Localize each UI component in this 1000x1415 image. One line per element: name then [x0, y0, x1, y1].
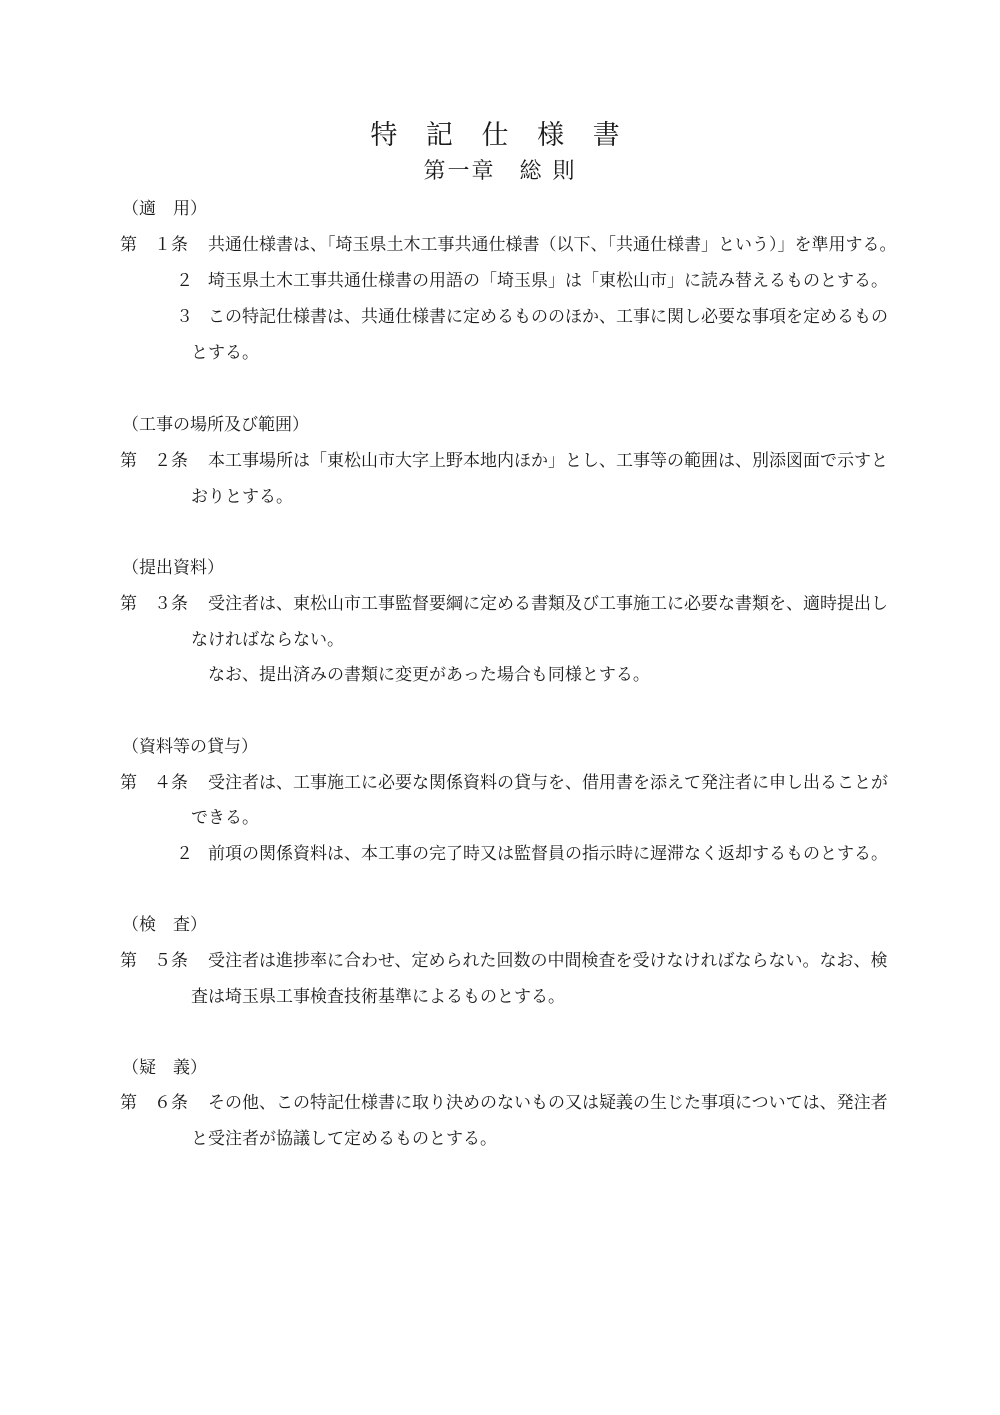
article-text: その他、この特記仕様書に取り決めのないもの又は疑義の生じた事項については、発注者	[208, 1093, 888, 1113]
section-heading: （資料等の貸与）	[122, 737, 258, 757]
article-number: 第 １条	[120, 235, 188, 255]
paragraph-text: 埼玉県土木工事共通仕様書の用語の「埼玉県」は「東松山市」に読み替えるものとする。	[208, 271, 888, 291]
document-title: 特 記 仕 様 書	[370, 120, 630, 151]
article-number: 第 ６条	[120, 1093, 188, 1113]
article-text: 受注者は、東松山市工事監督要綱に定める書類及び工事施工に必要な書類を、適時提出し	[208, 594, 888, 614]
section-heading: （疑 義）	[122, 1058, 207, 1078]
paragraph-continuation: とする。	[191, 343, 259, 363]
article-text: 共通仕様書は、「埼玉県土木工事共通仕様書（以下、「共通仕様書」という）」を準用する。	[208, 235, 897, 255]
article-number: 第 ２条	[120, 451, 188, 471]
paragraph-number: ２	[176, 271, 193, 291]
article-number: 第 ３条	[120, 594, 188, 614]
section-heading: （適 用）	[122, 199, 207, 219]
paragraph-text: 前項の関係資料は、本工事の完了時又は監督員の指示時に遅滞なく返却するものとする。	[208, 844, 888, 864]
article-text: 受注者は、工事施工に必要な関係資料の貸与を、借用書を添えて発注者に申し出ることが	[208, 773, 888, 793]
article-continuation: 査は埼玉県工事検査技術基準によるものとする。	[191, 987, 565, 1007]
article-continuation: できる。	[191, 808, 259, 828]
article-continuation: なければならない。	[191, 630, 344, 650]
article-number: 第 ４条	[120, 773, 188, 793]
section-heading: （工事の場所及び範囲）	[122, 415, 309, 435]
article-note: なお、提出済みの書類に変更があった場合も同様とする。	[208, 665, 650, 685]
chapter-heading: 第一章 総 則	[423, 159, 577, 184]
article-text: 受注者は進捗率に合わせ、定められた回数の中間検査を受けなければならない。なお、検	[208, 951, 888, 971]
article-number: 第 ５条	[120, 951, 188, 971]
section-heading: （提出資料）	[122, 558, 224, 578]
paragraph-text: この特記仕様書は、共通仕様書に定めるもののほか、工事に関し必要な事項を定めるもの	[208, 307, 888, 327]
article-continuation: おりとする。	[191, 487, 293, 507]
article-continuation: と受注者が協議して定めるものとする。	[191, 1129, 497, 1149]
article-text: 本工事場所は「東松山市大字上野本地内ほか」とし、工事等の範囲は、別添図面で示すと	[208, 451, 888, 471]
section-heading: （検 査）	[122, 915, 207, 935]
paragraph-number: ２	[176, 844, 193, 864]
paragraph-number: ３	[176, 307, 193, 327]
